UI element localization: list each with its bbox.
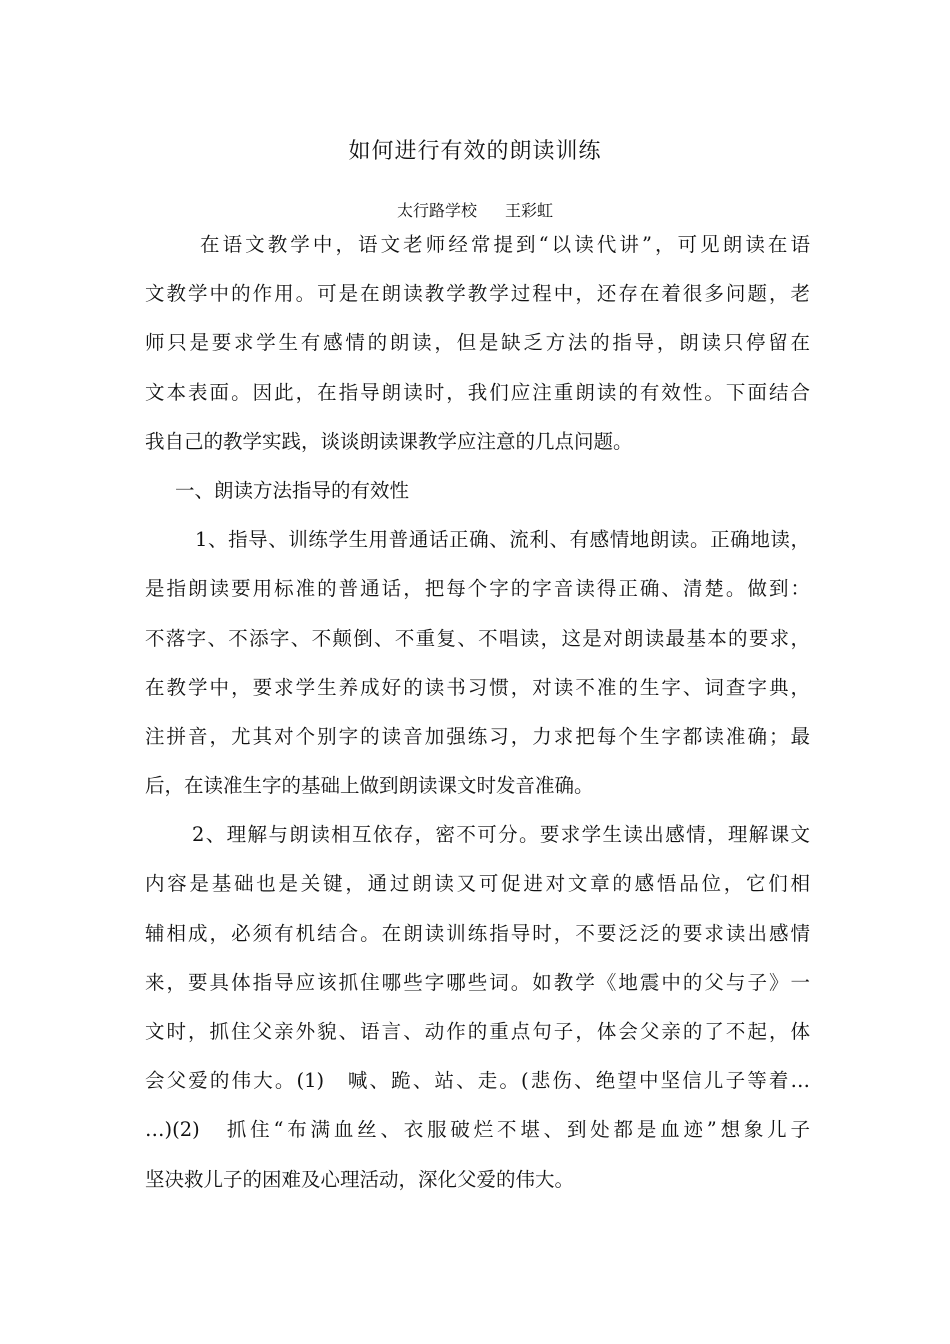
text-line: 来，要具体指导应该抓住哪些字哪些词。如教学《地震中的父与子》一 — [145, 970, 810, 994]
document-title: 如何进行有效的朗读训练 — [348, 139, 602, 164]
text-line: …)(2) 抓住“布满血丝、衣服破烂不堪、到处都是血迹”想象儿子 — [145, 1118, 810, 1142]
text-line: 师只是要求学生有感情的朗读，但是缺乏方法的指导，朗读只停留在 — [145, 331, 810, 355]
text-line: 后，在读准生字的基础上做到朗读课文时发音准确。 — [145, 774, 594, 798]
text-line: 辅相成，必须有机结合。在朗读训练指导时，不要泛泛的要求读出感情 — [145, 921, 810, 945]
text-line: 文本表面。因此，在指导朗读时，我们应注重朗读的有效性。下面结合 — [145, 380, 810, 404]
body-text — [145, 220, 810, 1204]
text-line: 不落字、不添字、不颠倒、不重复、不唱读，这是对朗读最基本的要求， — [145, 626, 810, 650]
text-line: 一、朗读方法指导的有效性 — [175, 478, 410, 502]
text-line: 会父爱的伟大。(1) 喊、跪、站、走。(悲伤、绝望中坚信儿子等着… — [145, 1069, 810, 1093]
text-line: 文教学中的作用。可是在朗读教学教学过程中，还存在着很多问题，老 — [145, 282, 810, 306]
text-line: 坚决救儿子的困难及心理活动，深化父爱的伟大。 — [145, 1167, 575, 1191]
text-line: 是指朗读要用标准的普通话，把每个字的字音读得正确、清楚。做到： — [145, 577, 810, 601]
author-name: 王彩虹 — [505, 201, 554, 220]
text-line: 在教学中，要求学生养成好的读书习惯，对读不准的生字、词查字典， — [145, 675, 810, 699]
text-line: 我自己的教学实践，谈谈朗读课教学应注意的几点问题。 — [145, 429, 633, 453]
text-line: 注拼音，尤其对个别字的读音加强练习，力求把每个生字都读准确；最 — [145, 724, 810, 748]
text-line: 在语文教学中，语文老师经常提到“以读代讲”，可见朗读在语 — [200, 233, 810, 256]
text-line: 内容是基础也是关键，通过朗读又可促进对文章的感悟品位，它们相 — [145, 872, 810, 896]
text-line: 1、指导、训练学生用普通话正确、流利、有感情地朗读。正确地读， — [195, 528, 810, 552]
text-line: 2、理解与朗读相互依存，密不可分。要求学生读出感情，理解课文 — [192, 823, 810, 847]
text-line: 文时，抓住父亲外貌、语言、动作的重点句子，体会父亲的了不起，体 — [145, 1020, 810, 1043]
school-name: 太行路学校 — [396, 201, 477, 220]
